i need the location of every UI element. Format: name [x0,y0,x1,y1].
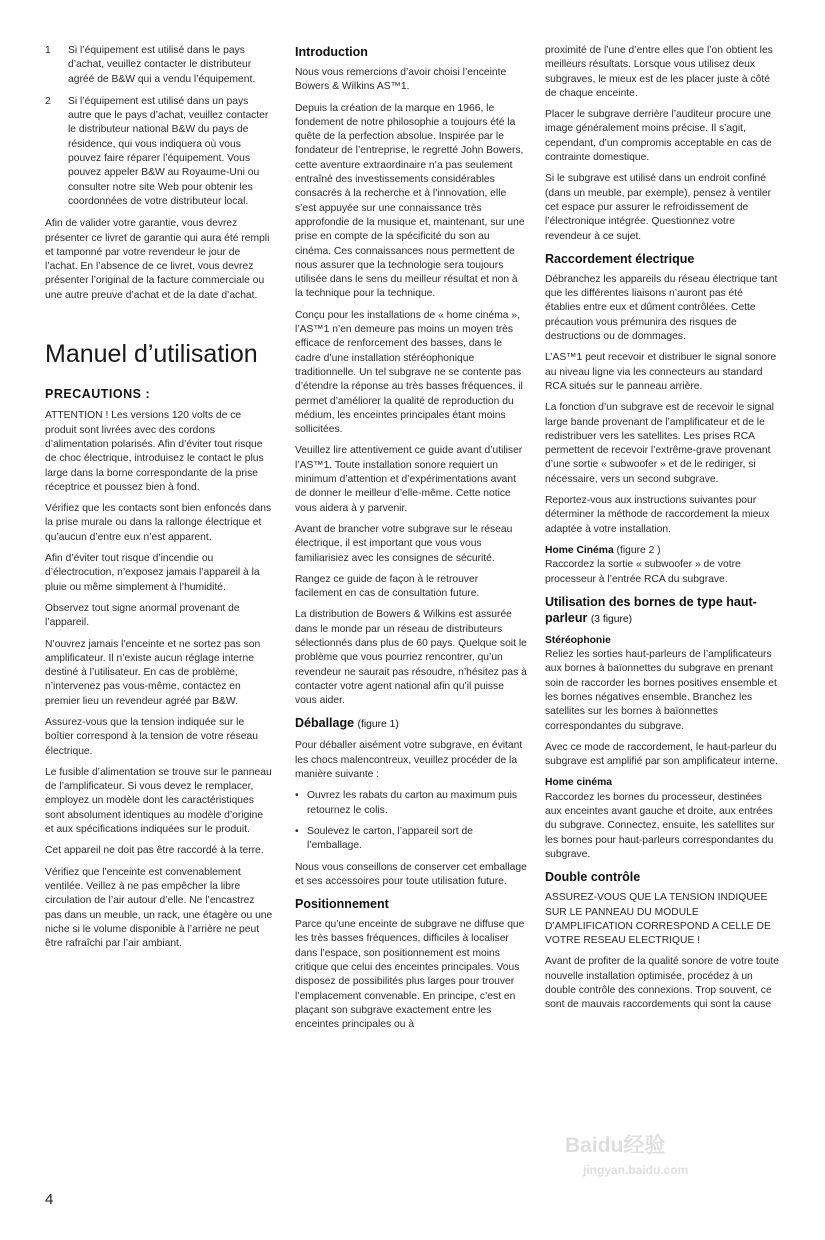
paragraph: Pour déballer aisément votre subgrave, en évitant les chocs malencontreux, veuillez procéder de la manière suivante : [295,740,523,781]
paragraph: Observez tout signe anormal provenant de l’appareil. [45,602,240,629]
paragraph: Placer le subgrave derrière l’auditeur procure une image généralement moins précise. Il s’agit, cependant, d’un compromis acceptable en cas de contrainte domestique. [545,109,772,164]
paragraph: La fonction d’un subgrave est de recevoir le signal large bande provenant de l’amplificateur et de le redistribuer vers les satellites. Les prises RCA permettent de recevoir l’extrême-grave provenant d’une sortie « subwoofer » et de le rediriger, si nécessaire, vers un second subgrave. [545,402,774,485]
paragraph: Parce qu’une enceinte de subgrave ne diffuse que les très basses fréquences, difficiles à localiser dans l’espace, son positionnement est moins critique que celui des enceintes principales. Vous disposez de possibilités plus larges pour trouver l’emplacement convenable. En principe, c’est en plaçant son subgrave exactement entre les enceintes principales ou à [295,919,525,1031]
raccordement-heading: Raccordement électrique [545,251,695,266]
paragraph: Reportez-vous aux instructions suivantes pour déterminer la méthode de raccordement la mieux adaptée à votre installation. [545,495,770,535]
paragraph: Débranchez les appareils du réseau électrique tant que les différentes liaisons n’auront pas été établies entre eux et dûment contrôlées. Cette précaution vous prémunira des risques de destructions ou de dommages. [545,273,778,343]
column-left [45,44,273,958]
watermark-text: Baidu经验 [565,1134,666,1157]
paragraph: Vérifiez que les contacts sont bien enfoncés dans la prise murale ou dans la rallonge électrique et qu’aucun d’entre eux n’est apparent. [45,503,272,543]
manual-title: Manuel d’utilisation [45,340,258,369]
bullet-icon: • [295,825,299,837]
subheading: Stéréophonie [545,634,611,646]
deballage-heading: Déballage (figure 1) [295,716,399,731]
page-number: 4 [45,1191,54,1208]
paragraph: Rangez ce guide de façon à le retrouver facilement en cas de consultation future. [295,573,480,600]
stereo-block: Stéréophonie Reliez les sorties haut-parleurs de l’amplificateurs aux bornes à baïonnettes du subgrave en prenant soin de raccorder les bornes positives ensemble et les bornes négatives ensemble. Branchez les satellites sur les bornes à baïonnettes correspondantes du subgrave. [545,634,777,732]
paragraph: Avant de profiter de la qualité sonore de votre toute nouvelle installation optimisée, procédez à un double contrôle des connexions. Trop souvent, ce sont de mauvais raccordements qui sont la cause [545,956,779,1011]
home-cinema-2-block: Home cinéma Raccordez les bornes du processeur, destinées aux enceintes avant gauche et droite, aux entrées du subgrave. Connectez, ensuite, les satellites sur les bornes pour haut-parleurs correspondantes du subgrave. [545,777,775,860]
paragraph: Depuis la création de la marque en 1966, le fondement de notre philosophie a toujours été la quête de la perfection absolue. Inspirée par le fondateur de l’entreprise, le regretté John Bowers, cette aventure extraordinaire n’a pas seulement entraîné des investissements considérables consacrés à la recherche et à l’innovation, elle s’est appuyée sur une connaissance très approfondie de la musique et, maintenant, sur une prise en compte de la spécificité du son au cinéma. Ces connaissances nous permettent de nous assurer que la technologie sera toujours utilisée dans le sens du meilleur résultat et non à la technique pour la technique. [295,102,525,300]
figure-ref: (figure 2 ) [616,544,661,556]
precautions-heading: PRECAUTIONS : [45,387,151,402]
bullet-icon: • [295,790,299,802]
paragraph: Cet appareil ne doit pas être raccordé à la terre. [45,845,264,857]
subheading: Home cinéma [545,777,612,789]
column-right [545,44,781,1020]
list-item: 2 Si l’équipement est utilisé dans un pays autre que le pays d’achat, veuillez contacter le distributeur national B&W du pays de résidence, qui vous indiquera où vous pouvez faire réparer l’équipement. Vous pouvez appeler B&W au Royaume-Uni ou consulter notre site Web pour obtenir les coordonnées de votre distributeur local. [45,95,269,207]
paragraph: Avant de brancher votre subgrave sur le réseau électrique, il est important que vous vous familiarisiez avec les consignes de sécurité. [295,523,513,564]
paragraph: proximité de l’une d’entre elles que l’on obtient les meilleurs résultats. Lorsque vous utilisez deux subgraves, le mieux est de les placer juste à côté de chaque enceinte. [545,45,773,99]
paragraph: Afin d’éviter tout risque d’incendie ou d’électrocution, n’exposez jamais l’appareil à la pluie ou même simplement à l’humidité. [45,553,260,593]
paragraph: Veuillez lire attentivement ce guide avant d’utiliser l’AS™1. Toute installation sonore requiert un minimum d’attention et d’expérimentations avant de donner le meilleur d’elle-même. Cette notice vous aidera à y parvenir. [295,445,523,514]
paragraph: Assurez-vous que la tension indiquée sur le boîtier correspond à la tension de votre réseau électrique. [45,716,258,757]
subheading: Home Cinéma [545,544,614,556]
service-list [45,44,273,209]
double-controle-heading: Double contrôle [545,870,641,885]
positionnement-heading: Positionnement [295,897,389,912]
paragraph: ATTENTION ! Les versions 120 volts de ce produit sont livrées avec des cordons d’alimentation polarisés. Afin d’éviter tout risque de choc électrique, introduisez le contact le plus large dans la borne correspondante de la prise réceptrice et poussez bien à fond. [45,410,264,493]
watermark-url: jingyan.baidu.com [583,1163,689,1177]
list-item: 1 Si l’équipement est utilisé dans le pays d’achat, veuillez contacter le distributeur agréé de B&W qui a vendu l’équipement. [45,45,256,85]
paragraph: Nous vous conseillons de conserver cet emballage et ses accessoires pour toute utilisation future. [295,861,527,887]
figure-ref: (figure 1) [357,719,399,731]
warranty-paragraph: Afin de valider votre garantie, vous devrez présenter ce livret de garantie qui aura été rempli et tamponné par votre revendeur le jour de l’achat. En l’absence de ce livret, vous devrez présenter l’original de la facture commerciale ou une autre preuve d’achat et de la date d’achat. [45,218,270,301]
list-item: • Soulevez le carton, l’appareil sort de l’emballage. [295,825,527,854]
column-middle [295,44,527,1040]
paragraph: Avec ce mode de raccordement, le haut-parleur du subgrave est amplifié par son amplificateur interne. [545,741,778,768]
paragraph: N’ouvrez jamais l’enceinte et ne sortez pas son amplificateur. Il n’existe aucun réglage interne destiné à l’utilisateur. En cas de problème, n’intervenez pas vous-même, contactez en premier lieu un revendeur agréé par B&W. [45,638,261,707]
paragraph: Vérifiez que l’enceinte est convenablement ventilée. Veillez à ne pas empêcher la libre circulation de l’air autour d’elle. Ne l’encastrez pas dans un meuble, un rack, une étagère ou une niche si le volume disponible à l’arrière ne peut être rafraîchi par l’air ambiant. [45,866,273,950]
paragraph: Nous vous remercions d’avoir choisi l’enceinte Bowers & Wilkins AS™1. [295,67,507,93]
paragraph: L’AS™1 peut recevoir et distribuer le signal sonore au niveau ligne via les connecteurs au standard RCA situés sur le panneau arrière. [545,352,777,392]
paragraph: Si le subgrave est utilisé dans un endroit confiné (dans un meuble, par exemple), pensez à ventiler cet espace pur assurer le refroidissement de l’électronique intégrée. Questionnez votre revendeur à ce sujet. [545,173,772,242]
introduction-heading: Introduction [295,45,368,59]
home-cinema-block: Home Cinéma (figure 2 ) Raccordez la sortie « subwoofer » de votre processeur à l’entrée RCA du subgrave. [545,544,741,585]
warning-paragraph: ASSUREZ-VOUS QUE LA TENSION INDIQUEE SUR LE PANNEAU DU MODULE D’AMPLIFICATION CORRESPOND A CELLE DE VOTRE RESEAU ELECTRIQUE ! [545,892,771,947]
paragraph: Conçu pour les installations de « home cinéma », l’AS™1 n’en demeure pas moins un moyen très efficace de renforcement des basses, dans le cadre d’une installation stéréophonique traditionnelle. Un tel subgrave ne se contente pas d’étendre la réponse au très basses fréquences, il permet d’améliorer la qualité de reproduction du médium, les enceintes principales étant moins sollicitées. [295,309,523,436]
list-item: • Ouvrez les rabats du carton au maximum puis retournez le colis. [295,789,527,818]
paragraph: Le fusible d’alimentation se trouve sur le panneau de l’amplificateur. Si vous devez le remplacer, employez un modèle dont les caractéristiques sont absolument identiques au modèle d’origine et aux spécifications indiquées sur le produit. [45,766,272,836]
figure-ref: (3 figure) [590,613,633,625]
bornes-heading: Utilisation des bornes de type haut-parleur (3 figure) [545,594,757,625]
paragraph: La distribution de Bowers & Wilkins est assurée dans le monde par un réseau de distributeurs sélectionnés dans plus de 60 pays. Quelque soit le problème que vous pourriez rencontrer, qu’un revendeur ne saurait pas résoudre, n’hésitez pas à contacter votre agent national afin qu’il puisse vous aider. [295,609,527,707]
watermark [565,1134,795,1182]
